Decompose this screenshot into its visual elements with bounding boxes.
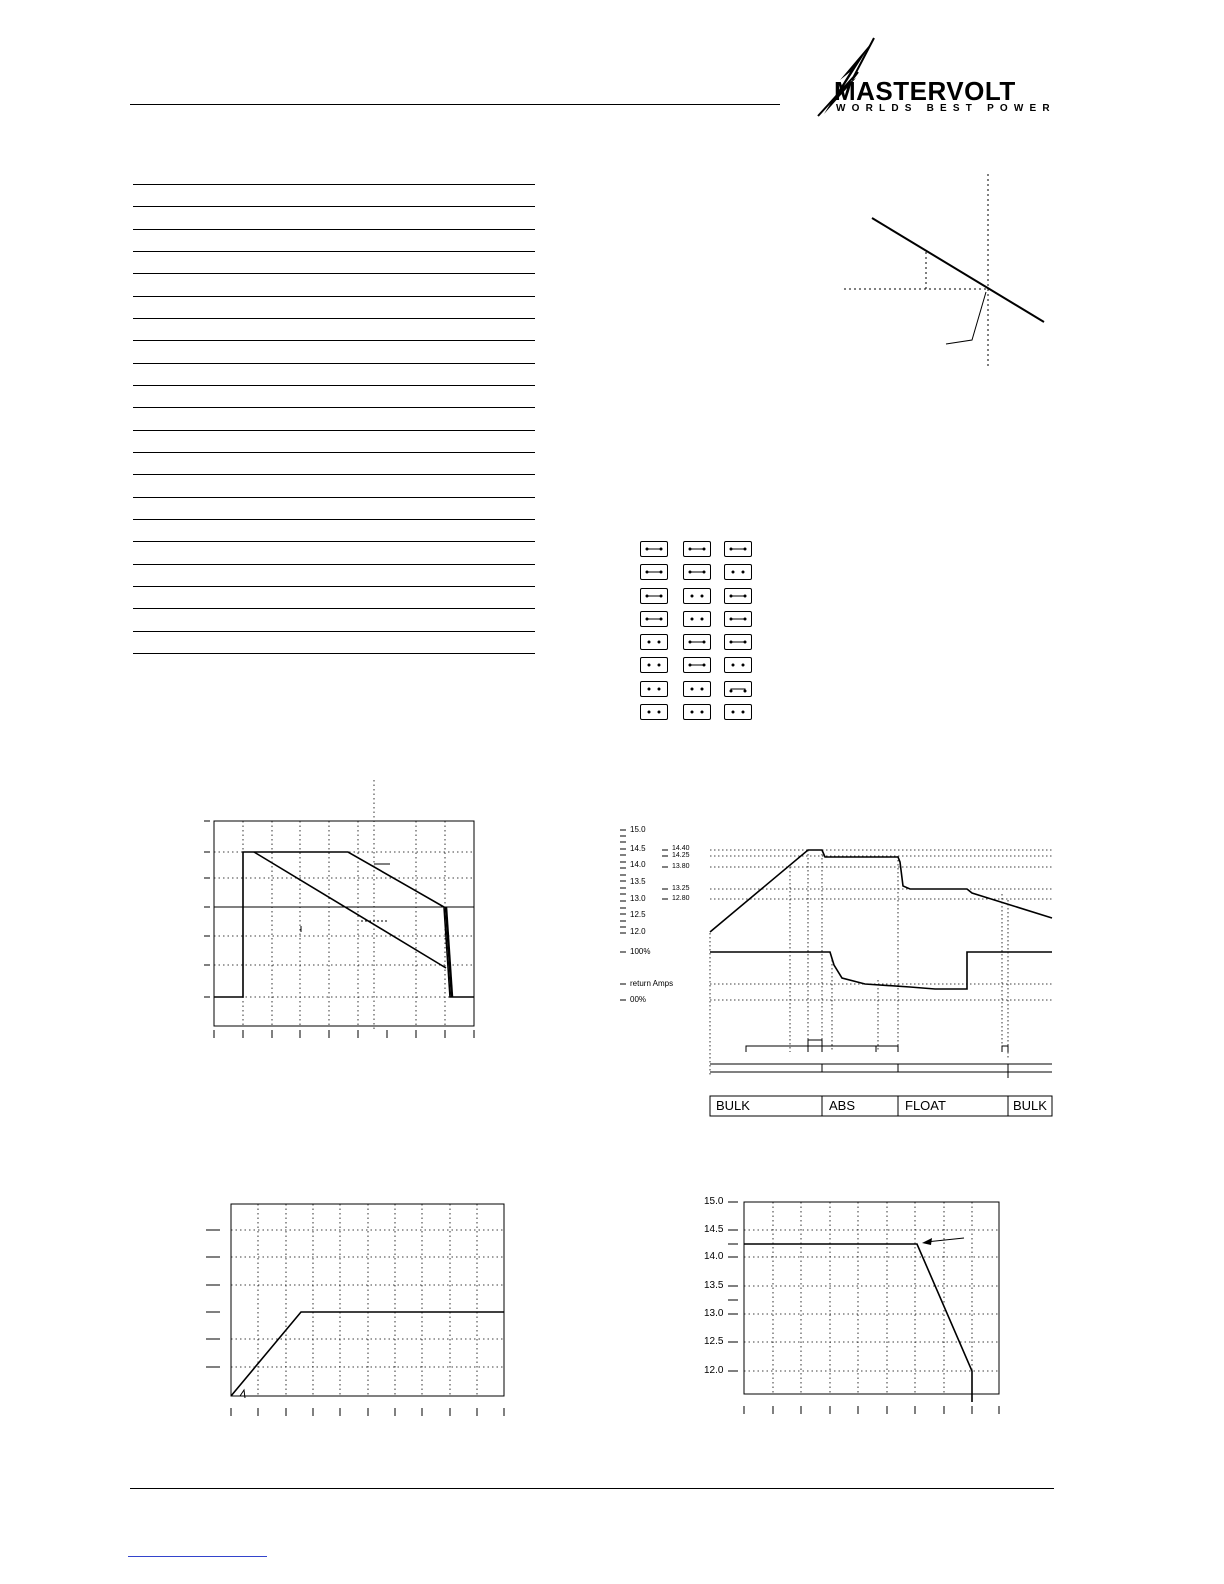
volt-chart-y-tick: 12.5 [704,1336,724,1347]
volt-chart-y-tick: 13.0 [704,1308,724,1319]
charge-v-tick: 12.0 [630,927,646,936]
charge-v-tick: 13.5 [630,877,646,886]
charge-v-tick: 14.5 [630,844,646,853]
dip-switch [683,634,711,650]
volt-chart-y-tick: 14.5 [704,1224,724,1235]
dip-switch [683,657,711,673]
brand-tagline: WORLDS BEST POWER [836,103,1056,114]
charge-v-marker: 12.80 [672,895,690,902]
dip-switch [724,681,752,697]
dip-switch [640,704,668,720]
volt-chart-y-tick: 14.0 [704,1251,724,1262]
dip-switch [683,564,711,580]
derating-chart [196,776,486,1042]
dip-switch [640,541,668,557]
volt-chart-y-tick: 15.0 [704,1196,724,1207]
dip-switch [640,681,668,697]
charge-v-tick: 12.5 [630,910,646,919]
phase-absorption-label: ABS [829,1098,856,1113]
dip-switch [640,588,668,604]
charge-v-marker: 14.40 [672,845,690,852]
specification-table [133,184,535,654]
charge-v-marker: 14.25 [672,852,690,859]
charge-i-tick: return Amps [630,979,674,988]
footer-link-underline[interactable] [128,1556,267,1557]
volt-chart-y-tick: 12.0 [704,1365,724,1376]
dip-switch [640,657,668,673]
temperature-compensation-diagram [840,170,1050,370]
phase-bulk-repeat-label: BULK [1013,1098,1047,1113]
charge-i-tick: 100% [630,947,651,956]
dip-switch [724,704,752,720]
charge-v-tick: 13.0 [630,894,646,903]
dip-switch [724,611,752,627]
dip-switch [683,541,711,557]
dip-switch [640,611,668,627]
dip-switch [683,588,711,604]
dip-switch [724,634,752,650]
dip-switch [683,704,711,720]
phase-float-label: FLOAT [905,1098,946,1113]
dip-switch [724,588,752,604]
dip-switch [724,541,752,557]
header-rule [130,104,780,105]
charge-v-marker: 13.25 [672,885,690,892]
charge-characteristic-chart [610,820,1060,1120]
dip-switch [640,564,668,580]
dip-switch [724,564,752,580]
charge-i-tick: 00% [630,995,647,1004]
dip-switch [683,681,711,697]
volt-chart-y-tick: 13.5 [704,1280,724,1291]
dip-switch-table [640,541,755,723]
voltage-derating-chart [700,1194,1010,1420]
dip-switch [683,611,711,627]
dip-switch [724,657,752,673]
dip-switch [640,634,668,650]
brand-name: MASTERVOLT [834,76,1016,106]
phase-bulk-label: BULK [716,1098,750,1113]
charge-v-marker: 13.80 [672,863,690,870]
footer-rule [130,1488,1054,1489]
startup-chart [200,1196,512,1420]
charge-v-tick: 15.0 [630,825,646,834]
charge-v-tick: 14.0 [630,860,646,869]
